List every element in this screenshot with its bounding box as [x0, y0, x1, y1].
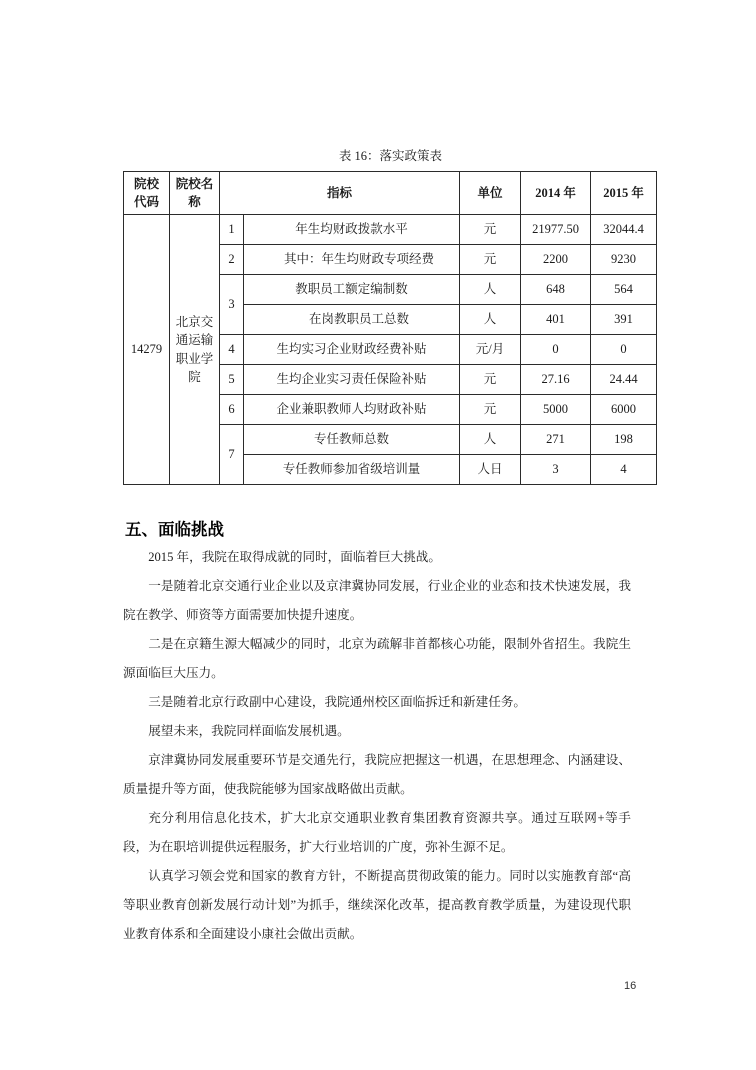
table-title: 表 16：落实政策表 [338, 149, 443, 163]
row-number-cell: 3 [220, 275, 244, 335]
unit-cell: 元 [460, 395, 521, 425]
value-2014-cell: 271 [521, 425, 591, 455]
header-code: 院校代码 [124, 172, 170, 215]
indicator-cell: 生均实习企业财政经费补贴 [244, 335, 460, 365]
value-2014-cell: 0 [521, 335, 591, 365]
indicator-cell: 在岗教职员工总数 [244, 305, 460, 335]
value-2015-cell: 6000 [591, 395, 657, 425]
unit-cell: 人 [460, 275, 521, 305]
unit-cell: 元 [460, 215, 521, 245]
header-2015: 2015 年 [591, 172, 657, 215]
value-2014-cell: 27.16 [521, 365, 591, 395]
row-number-cell: 2 [220, 245, 244, 275]
page-number: 16 [624, 980, 637, 992]
indicator-cell: 企业兼职教师人均财政补贴 [244, 395, 460, 425]
institution-code-cell: 14279 [124, 215, 170, 485]
value-2015-cell: 198 [591, 425, 657, 455]
indicator-cell: 其中：年生均财政专项经费 [244, 245, 460, 275]
value-2014-cell: 3 [521, 455, 591, 485]
paragraph: 2015 年，我院在取得成就的同时，面临着巨大挑战。 [148, 550, 441, 564]
institution-name-cell: 北京交通运输职业学院 [170, 215, 220, 485]
value-2015-cell: 564 [591, 275, 657, 305]
value-2015-cell: 4 [591, 455, 657, 485]
paragraph: 三是随着北京行政副中心建设，我院通州校区面临拆迁和新建任务。 [148, 695, 526, 709]
unit-cell: 元 [460, 365, 521, 395]
row-number-cell: 5 [220, 365, 244, 395]
row-number-cell: 7 [220, 425, 244, 485]
header-name: 院校名称 [170, 172, 220, 215]
unit-cell: 人日 [460, 455, 521, 485]
indicator-cell: 专任教师参加省级培训量 [244, 455, 460, 485]
row-number-cell: 6 [220, 395, 244, 425]
row-number-cell: 4 [220, 335, 244, 365]
indicator-cell: 生均企业实习责任保险补贴 [244, 365, 460, 395]
value-2014-cell: 401 [521, 305, 591, 335]
value-2014-cell: 5000 [521, 395, 591, 425]
paragraph: 充分利用信息化技术，扩大北京交通职业教育集团教育资源共享。通过互联网+等手段，为在职培训提供远程服务，扩大行业培训的广度，弥补生源不足。 [123, 811, 631, 854]
unit-cell: 人 [460, 305, 521, 335]
policy-table [123, 171, 657, 485]
value-2015-cell: 9230 [591, 245, 657, 275]
table-row [124, 215, 657, 245]
value-2015-cell: 24.44 [591, 365, 657, 395]
header-unit: 单位 [460, 172, 521, 215]
indicator-cell: 教职员工额定编制数 [244, 275, 460, 305]
paragraph: 二是在京籍生源大幅减少的同时，北京为疏解非首都核心功能，限制外省招生。我院生源面临巨大压力。 [123, 637, 631, 680]
value-2015-cell: 0 [591, 335, 657, 365]
value-2014-cell: 648 [521, 275, 591, 305]
value-2015-cell: 391 [591, 305, 657, 335]
row-number-cell: 1 [220, 215, 244, 245]
value-2014-cell: 21977.50 [521, 215, 591, 245]
unit-cell: 人 [460, 425, 521, 455]
unit-cell: 元 [460, 245, 521, 275]
unit-cell: 元/月 [460, 335, 521, 365]
header-2014: 2014 年 [521, 172, 591, 215]
value-2015-cell: 32044.4 [591, 215, 657, 245]
table-header-row [124, 172, 657, 215]
content-area [123, 146, 658, 949]
indicator-cell: 专任教师总数 [244, 425, 460, 455]
section-heading: 五、面临挑战 [125, 521, 224, 539]
value-2014-cell: 2200 [521, 245, 591, 275]
paragraph: 京津冀协同发展重要环节是交通先行，我院应把握这一机遇，在思想理念、内涵建设、质量提升等方面，使我院能够为国家战略做出贡献。 [123, 753, 631, 796]
paragraph: 认真学习领会党和国家的教育方针，不断提高贯彻政策的能力。同时以实施教育部“高等职业教育创新发展行动计划”为抓手，继续深化改革，提高教育教学质量，为建设现代职业教育体系和全面建设小康社会做出贡献。 [123, 869, 631, 941]
paragraph: 一是随着北京交通行业企业以及京津冀协同发展，行业企业的业态和技术快速发展，我院在教学、师资等方面需要加快提升速度。 [123, 579, 631, 622]
paragraph: 展望未来，我院同样面临发展机遇。 [148, 724, 350, 738]
header-indicator: 指标 [220, 172, 460, 215]
indicator-cell: 年生均财政拨款水平 [244, 215, 460, 245]
